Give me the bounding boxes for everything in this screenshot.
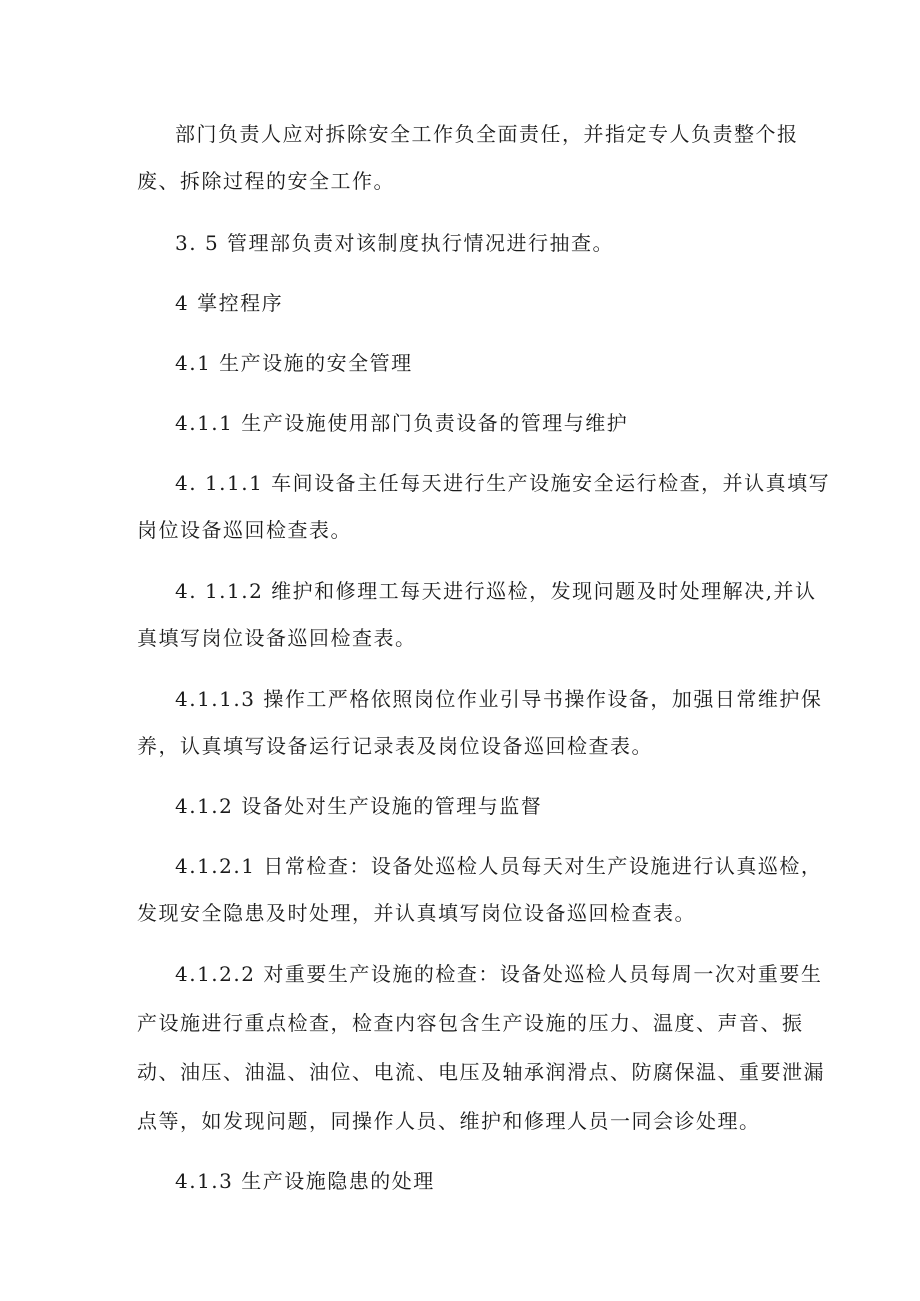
paragraph-line-1: 部门负责人应对拆除安全工作负全面责任，并指定专人负责整个报	[175, 122, 799, 146]
paragraph-line-2: 废、拆除过程的安全工作。	[137, 169, 395, 193]
heading-4-1: 4.1 生产设施的安全管理	[175, 351, 413, 375]
item-4-1-2-1-line-1: 4.1.2.1 日常检查：设备处巡检人员每天对生产设施进行认真巡检，	[175, 854, 823, 878]
item-4-1-1-1-line-2: 岗位设备巡回检查表。	[137, 518, 352, 542]
item-4-1-2-2-line-1: 4.1.2.2 对重要生产设施的检查：设备处巡检人员每周一次对重要生	[175, 962, 823, 986]
item-4-1-2-2-line-3: 动、油压、油温、油位、电流、电压及轴承润滑点、防腐保温、重要泄漏	[137, 1060, 825, 1084]
heading-4-1-1: 4.1.1 生产设施使用部门负责设备的管理与维护	[175, 411, 629, 435]
item-4-1-2-2-line-4: 点等，如发现问题，同操作人员、维护和修理人员一同会诊处理。	[137, 1109, 761, 1133]
item-4-1-1-2-line-2: 真填写岗位设备巡回检查表。	[137, 626, 417, 650]
heading-4: 4 掌控程序	[175, 291, 284, 315]
section-3-5-line: 3. 5 管理部负责对该制度执行情况进行抽查。	[175, 231, 615, 255]
heading-4-1-2: 4.1.2 设备处对生产设施的管理与监督	[175, 794, 543, 818]
item-4-1-1-1-line-1: 4. 1.1.1 车间设备主任每天进行生产设施安全运行检查，并认真填写	[175, 471, 831, 495]
item-4-1-1-2-line-1: 4. 1.1.2 维护和修理工每天进行巡检，发现问题及时处理解决,并认	[175, 579, 817, 603]
item-4-1-2-2-line-2: 产设施进行重点检查，检查内容包含生产设施的压力、温度、声音、振	[137, 1011, 804, 1035]
heading-4-1-3: 4.1.3 生产设施隐患的处理	[175, 1169, 435, 1193]
item-4-1-1-3-line-1: 4.1.1.3 操作工严格依照岗位作业引导书操作设备，加强日常维护保	[175, 687, 823, 711]
item-4-1-1-3-line-2: 养，认真填写设备运行记录表及岗位设备巡回检查表。	[137, 734, 653, 758]
item-4-1-2-1-line-2: 发现安全隐患及时处理，并认真填写岗位设备巡回检查表。	[137, 901, 696, 925]
